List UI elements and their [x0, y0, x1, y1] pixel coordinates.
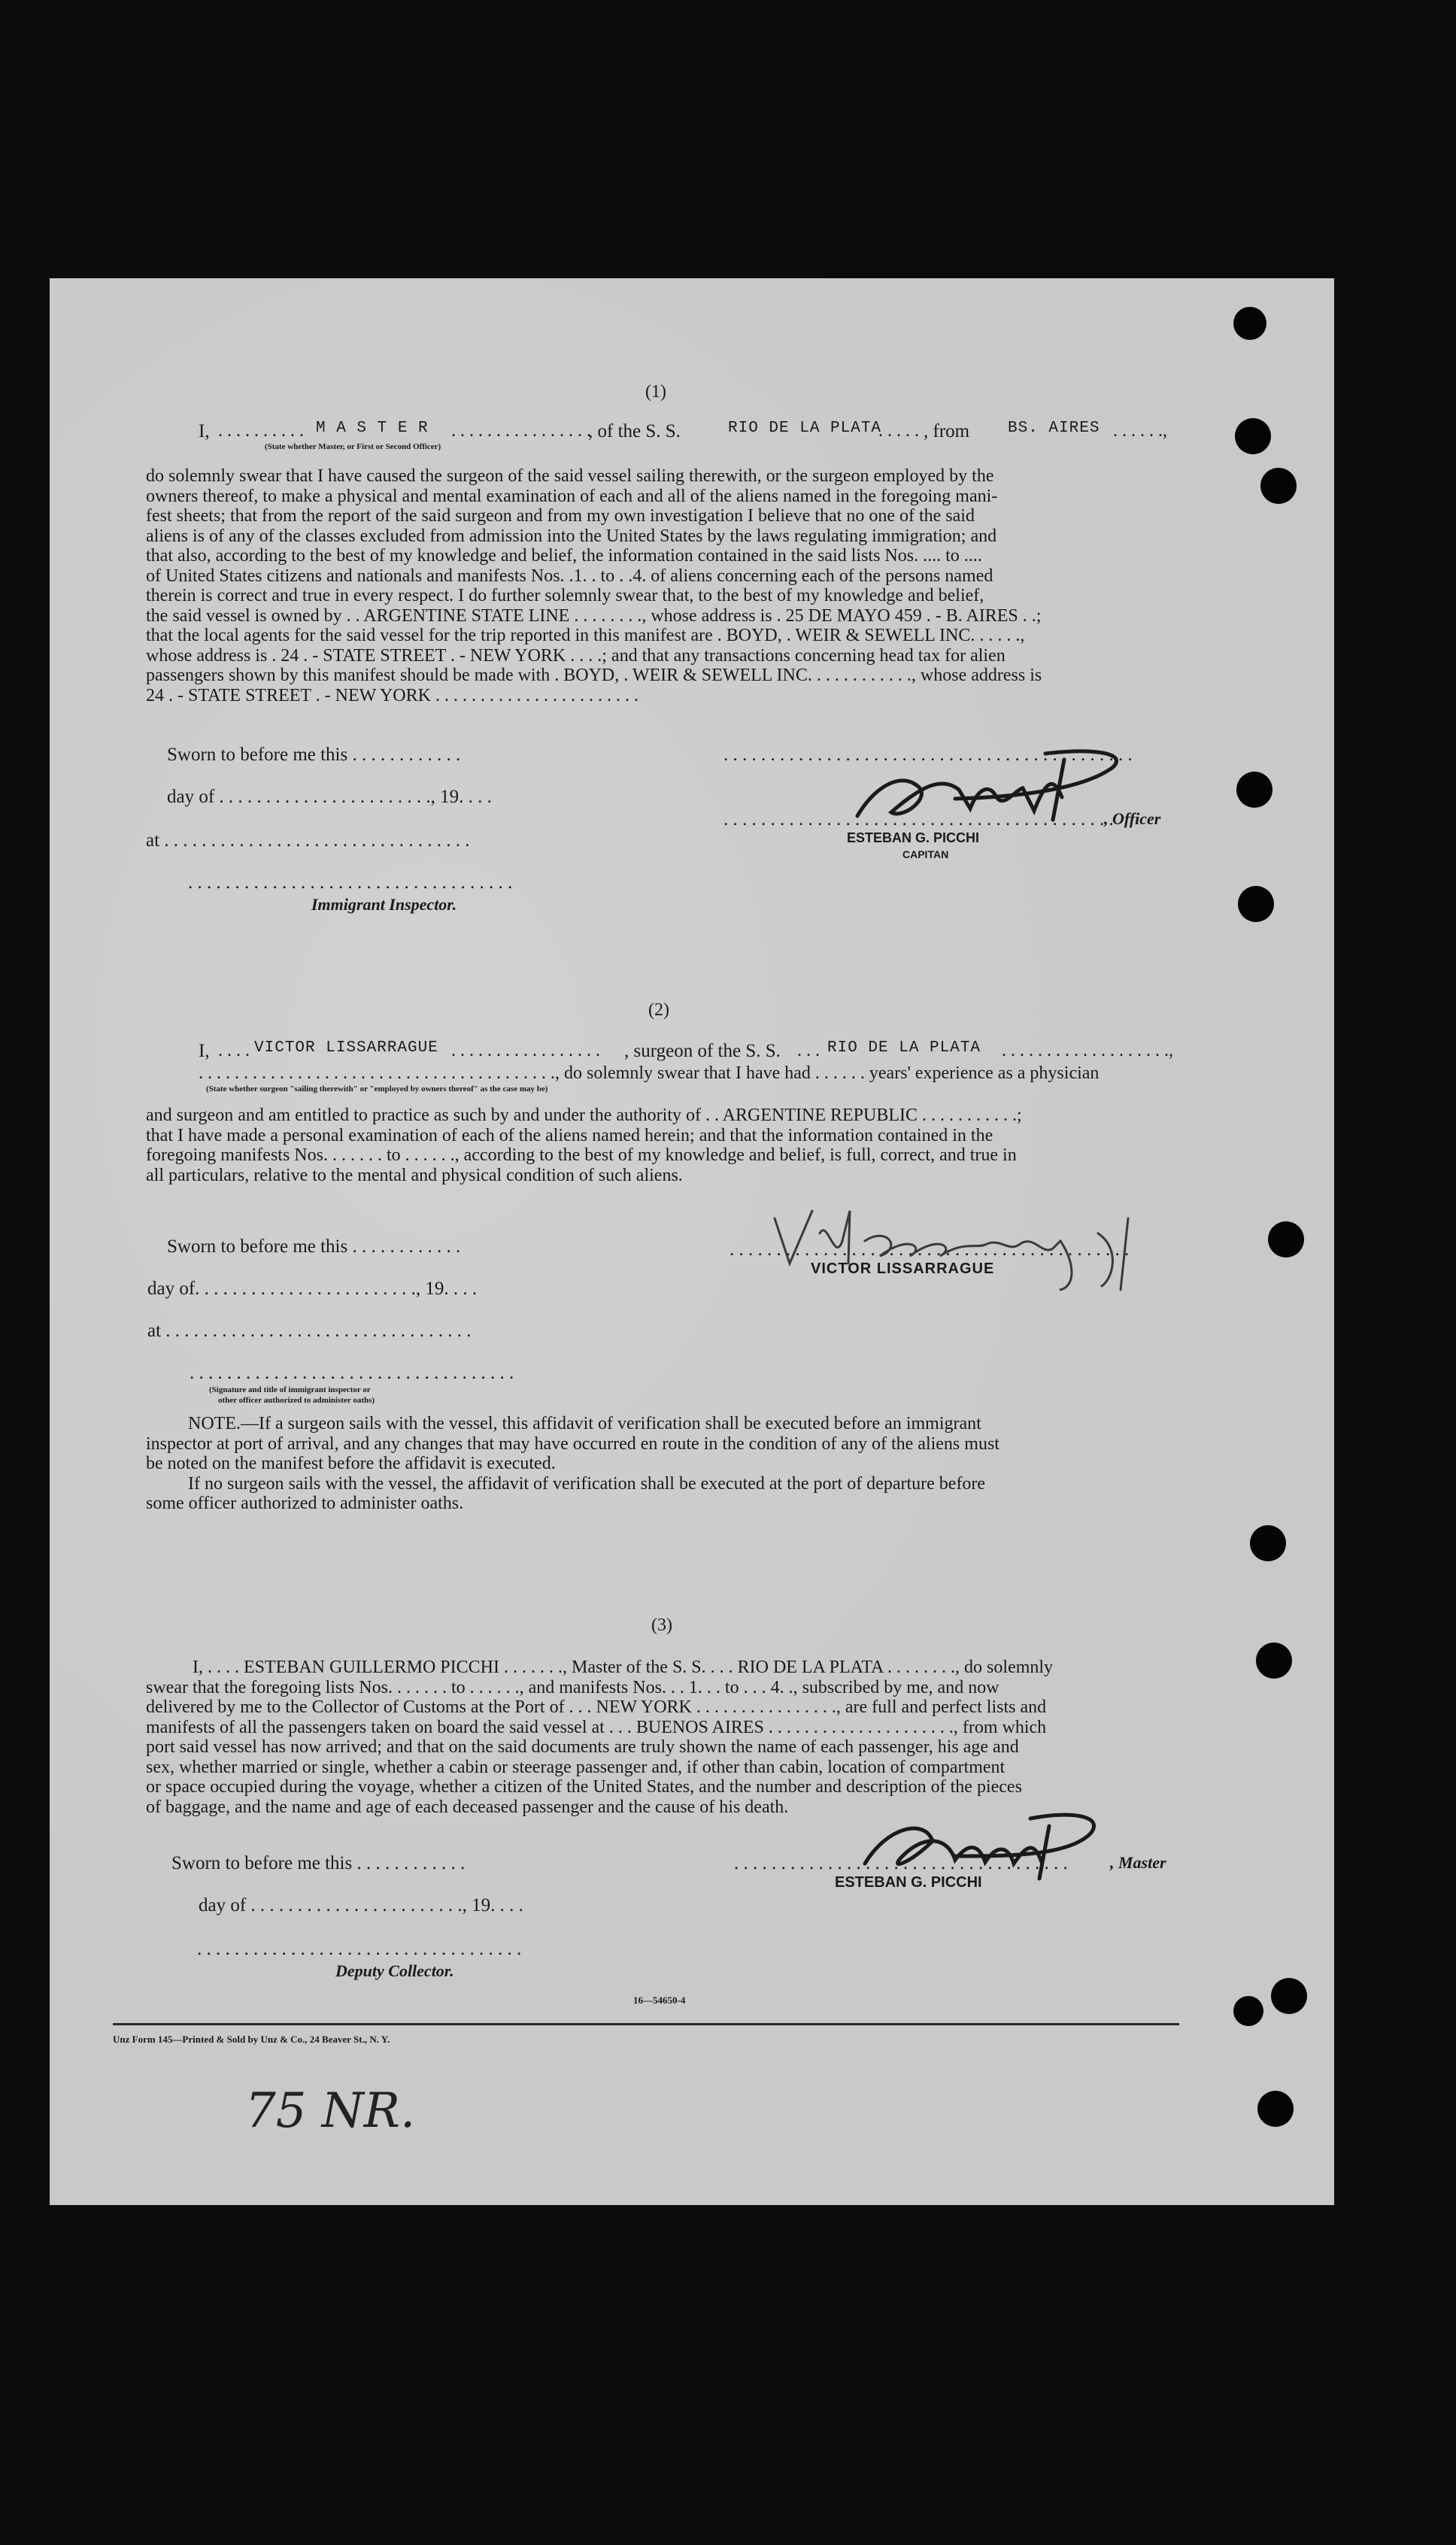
note-line: some officer authorized to administer oaths. — [146, 1494, 464, 1513]
note-line: NOTE.—If a surgeon sails with the vessel, this affidavit of verification shall be executed before an immigrant — [188, 1414, 981, 1433]
section-1-stamp-title: CAPITAN — [902, 848, 949, 860]
section-1-line: whose address is . 24 . - STATE STREET . - NEW YORK . . . .; and that any transactions concerning head tax for alien — [146, 645, 1006, 666]
section-1-at: at . . . . . . . . . . . . . . . . . . . . . . . . . . . . . . . . . — [146, 830, 470, 851]
section-3-sworn: Sworn to before me this . . . . . . . . . . . . — [171, 1853, 466, 1873]
punch-hole — [1257, 2091, 1294, 2127]
section-2-signature-line: . . . . . . . . . . . . . . . . . . . . . . . . . . . . . . . . . . . . . . . . . . . — [730, 1239, 1130, 1260]
section-1-line: passengers shown by this manifest should be made with . BOYD, . WEIR & SEWELL INC. . . . . . . . . . . ., whose address is — [146, 666, 1042, 685]
section-1-inspector-line: . . . . . . . . . . . . . . . . . . . . . . . . . . . . . . . . . . . — [188, 872, 513, 893]
section-2-leader-4: . . . . . . . . . . . . . . . . . . ., — [1002, 1041, 1173, 1060]
section-2-inspector-line: . . . . . . . . . . . . . . . . . . . . . . . . . . . . . . . . . . . — [190, 1363, 514, 1383]
section-1-signature-line: . . . . . . . . . . . . . . . . . . . . . . . . . . . . . . . . . . . . . . . . . . . . — [723, 745, 1133, 765]
section-1-line: therein is correct and true in every respect. I do further solemnly swear that, to the best of my knowledge and belief, — [146, 586, 984, 605]
punch-hole — [1235, 418, 1271, 454]
section-2-inspector-caption: (Signature and title of immigrant inspector or — [209, 1385, 371, 1394]
section-2-sworn: Sworn to before me this . . . . . . . . . . . . — [167, 1236, 461, 1257]
punch-hole — [1260, 468, 1297, 504]
section-1-line: 24 . - STATE STREET . - NEW YORK . . . . . . . . . . . . . . . . . . . . . . . — [146, 685, 639, 705]
section-2-number: (2) — [648, 1000, 669, 1020]
section-2-caption: (State whether surgeon "sailing therewith" or "employed by owners thereof" as the case may be) — [206, 1084, 548, 1094]
section-2-line: and surgeon and am entitled to practice as such by and under the authority of . . ARGENTINE REPUBLIC . . . . . . . . . . .; — [146, 1106, 1022, 1125]
section-2-surgeon-of: , surgeon of the S. S. — [624, 1041, 781, 1061]
section-1-number: (1) — [645, 382, 666, 402]
punch-hole — [1238, 886, 1274, 922]
punch-hole — [1256, 1643, 1292, 1679]
section-2-at: at . . . . . . . . . . . . . . . . . . . . . . . . . . . . . . . . . — [147, 1321, 472, 1341]
section-2-stamp-name: VICTOR LISSARRAGUE — [811, 1260, 995, 1277]
section-1-inspector-label: Immigrant Inspector. — [311, 895, 457, 914]
section-1-line: of United States citizens and nationals and manifests Nos. .1. . to . .4. of aliens concerning each of the persons named — [146, 566, 993, 586]
section-1-rank-caption: (State whether Master, or First or Second Officer) — [265, 442, 441, 451]
section-1-from-port: BS. AIRES — [1008, 420, 1100, 437]
section-1-line: owners thereof, to make a physical and mental examination of each and all of the aliens named in the foregoing mani- — [146, 486, 998, 506]
section-2-leader-3: . . . — [797, 1041, 820, 1060]
section-1-officer-label: , Officer — [1104, 809, 1161, 828]
punch-hole — [1233, 1996, 1263, 2026]
section-2-day: day of. . . . . . . . . . . . . . . . . . . . . . . ., 19. . . . — [147, 1279, 478, 1299]
section-1-rank-leader: . . . . . . . . . . — [218, 421, 304, 441]
punch-hole — [1236, 772, 1272, 808]
section-2-line: all particulars, relative to the mental and physical condition of such aliens. — [146, 1165, 683, 1185]
section-1-line: the said vessel is owned by . . ARGENTINE STATE LINE . . . . . . . ., whose address is . 25 DE MAYO 459 . - B. AIRES . .; — [146, 605, 1042, 626]
section-3-line: I, . . . . ESTEBAN GUILLERMO PICCHI . . . . . . ., Master of the S. S. . . . RIO DE LA PLATA . . . . . . . ., do solemnly — [193, 1658, 1054, 1677]
section-3-stamp-name: ESTEBAN G. PICCHI — [835, 1874, 982, 1891]
section-1-officer-line: . . . . . . . . . . . . . . . . . . . . . . . . . . . . . . . . . . . . . . . . . . — [723, 809, 1114, 830]
section-1-from: , from — [924, 421, 970, 441]
section-1-day: day of . . . . . . . . . . . . . . . . . . . . . . ., 19. . . . — [167, 787, 492, 807]
note-line: inspector at port of arrival, and any changes that may have occurred en route in the condition of any of the aliens must — [146, 1433, 999, 1454]
section-1-line: that also, according to the best of my knowledge and belief, the information contained in the said lists Nos. .... to .... — [146, 546, 982, 566]
section-2-line: that I have made a personal examination of each of the aliens named herein; and that the information contained in the — [146, 1125, 993, 1145]
section-3-line: delivered by me to the Collector of Customs at the Port of . . . NEW YORK . . . . . . . . . . . . . . . ., are full and perfect lists and — [146, 1697, 1047, 1717]
section-3-line: of baggage, and the name and age of each deceased passenger and the cause of his death. — [146, 1797, 789, 1817]
punch-hole — [1233, 307, 1266, 340]
note-line: be noted on the manifest before the affidavit is executed. — [146, 1454, 556, 1473]
punch-hole — [1250, 1525, 1286, 1561]
section-1-line: do solemnly swear that I have caused the surgeon of the said vessel sailing therewith, or the surgeon employed by the — [146, 466, 994, 486]
section-1-of-the-ss: , of the S. S. — [588, 421, 681, 441]
section-3-master-label: , Master — [1110, 1853, 1166, 1872]
section-3-number: (3) — [651, 1615, 672, 1635]
section-1-body — [146, 466, 1172, 705]
surgeon-signature — [760, 1188, 1181, 1294]
master-signature-1 — [827, 745, 1143, 827]
section-1-rank: M A S T E R — [316, 420, 429, 437]
section-2-leader-2: . . . . . . . . . . . . . . . . . — [451, 1041, 600, 1060]
section-2-note — [146, 1414, 1172, 1514]
section-3-master-line: . . . . . . . . . . . . . . . . . . . . . . . . . . . . . . . . . . . . — [734, 1853, 1068, 1873]
section-3-body — [146, 1658, 1175, 1817]
punch-hole — [1271, 1978, 1307, 2014]
section-1-from-leader: . . . . . ., — [1113, 421, 1167, 441]
section-2-i: I, — [199, 1041, 210, 1061]
section-2-line: foregoing manifests Nos. . . . . . . to . . . . . ., according to the best of my knowledge and belief, is full, correct, and true in — [146, 1145, 1017, 1165]
section-1-line: that the local agents for the said vessel for the trip reported in this manifest are . BOYD, . WEIR & SEWELL INC. . . . . ., — [146, 626, 1025, 645]
section-3-line: sex, whether married or single, whether a cabin or steerage passenger and, if other than cabin, location of compartment — [146, 1757, 1006, 1777]
handwritten-note: 75 NR. — [245, 2083, 416, 2139]
section-1-stamp-name: ESTEBAN G. PICCHI — [847, 830, 980, 845]
section-3-line: port said vessel has now arrived; and that on the said documents are truly shown the name of each passenger, his age and — [146, 1737, 1019, 1757]
form-code: 16—54650-4 — [633, 1994, 686, 2006]
section-3-line: manifests of all the passengers taken on board the said vessel at . . . BUENOS AIRES . . . . . . . . . . . . . . . . . . . . ., from which — [146, 1717, 1047, 1737]
punch-hole — [1268, 1221, 1304, 1257]
footer-form-text: Unz Form 145—Printed & Sold by Unz & Co., 24 Beaver St., N. Y. — [113, 2034, 390, 2045]
section-2-leader: . . . . — [218, 1041, 250, 1060]
section-3-line: or space occupied during the voyage, whether a citizen of the United States, and the number and description of the pieces — [146, 1777, 1022, 1797]
note-line: If no surgeon sails with the vessel, the affidavit of verification shall be executed at the port of departure before — [188, 1473, 986, 1494]
section-1-sworn: Sworn to before me this . . . . . . . . . . . . — [167, 745, 461, 765]
section-2-body — [146, 1106, 1172, 1185]
section-3-collector-label: Deputy Collector. — [335, 1961, 454, 1980]
section-2-surgeon-name: VICTOR LISSARRAGUE — [254, 1039, 438, 1057]
section-1-rank-leader-2: . . . . . . . . . . . . . . . . — [451, 421, 591, 441]
section-1-line: aliens is of any of the classes excluded from admission into the United States by the laws regulating immigration; and — [146, 526, 997, 546]
section-1-i: I, — [199, 421, 210, 441]
section-3-day: day of . . . . . . . . . . . . . . . . . . . . . . ., 19. . . . — [199, 1895, 523, 1916]
section-2-inspector-caption: other officer authorized to administer oaths) — [218, 1396, 375, 1405]
section-3-collector-line: . . . . . . . . . . . . . . . . . . . . . . . . . . . . . . . . . . . — [197, 1939, 522, 1959]
section-1-ship-leader: . . . . . — [878, 421, 919, 441]
section-1-ship: RIO DE LA PLATA — [728, 420, 882, 437]
footer-rule — [113, 2023, 1179, 2025]
section-1-line: fest sheets; that from the report of the said surgeon and from my own investigation I believe that no one of the said — [146, 506, 975, 526]
section-2-line2: . . . . . . . . . . . . . . . . . . . . . . . . . . . . . . . . . . . . . . . ., do solemnly swear that I have had . . . . . . years' experience as a physician — [199, 1063, 1100, 1083]
section-2-ship: RIO DE LA PLATA — [827, 1039, 981, 1057]
section-3-line: swear that the foregoing lists Nos. . . . . . . to . . . . . ., and manifests Nos. . . 1. . . to . . . 4. ., subscribed by me, and now — [146, 1677, 999, 1697]
